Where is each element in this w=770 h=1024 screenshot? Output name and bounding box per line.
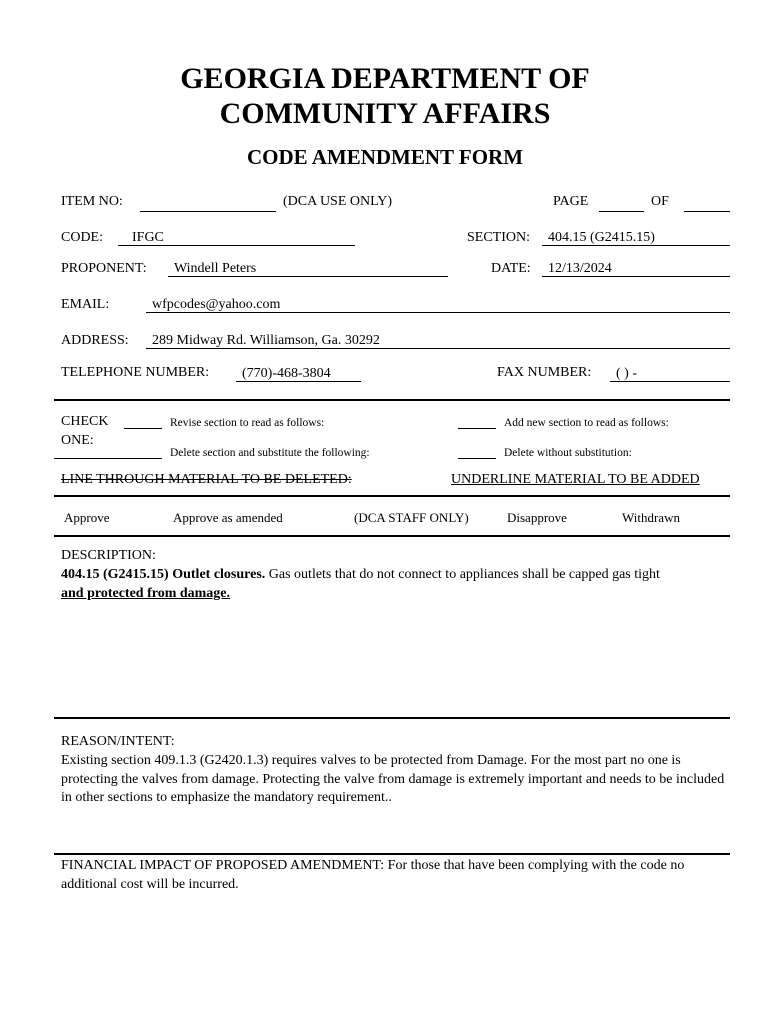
proponent-field[interactable]: Windell Peters	[168, 261, 448, 277]
section-label: SECTION:	[467, 230, 530, 245]
description-added-text: and protected from damage.	[61, 585, 231, 601]
form-title-line1: GEORGIA DEPARTMENT OF	[180, 62, 590, 95]
item-no-label: ITEM NO:	[61, 194, 123, 209]
deleted-material-legend: LINE THROUGH MATERIAL TO BE DELETED:	[61, 472, 352, 487]
reason-label: REASON/INTENT:	[61, 734, 175, 749]
financial-impact-text: FINANCIAL IMPACT OF PROPOSED AMENDMENT: For those that have been complying with the code no additional cost will be incurred.	[61, 858, 685, 892]
approve-as-amended-option[interactable]: Approve as amended	[173, 510, 283, 525]
code-field[interactable]: IFGC	[118, 230, 355, 246]
section-divider	[54, 853, 730, 855]
code-label: CODE:	[61, 230, 103, 245]
description-label: DESCRIPTION:	[61, 548, 156, 563]
telephone-field[interactable]: (770)-468-3804	[236, 366, 361, 382]
date-field[interactable]: 12/13/2024	[542, 261, 730, 277]
check-one-label-line2: ONE:	[61, 433, 94, 448]
fax-label: FAX NUMBER:	[497, 365, 592, 380]
proponent-label: PROPONENT:	[61, 261, 147, 276]
form-title-line2: COMMUNITY AFFAIRS	[219, 97, 551, 130]
section-divider	[54, 495, 730, 497]
delete-substitute-checkbox[interactable]	[124, 458, 162, 459]
check-one-underline	[54, 458, 134, 459]
disapprove-option[interactable]: Disapprove	[507, 510, 567, 525]
add-new-checkbox[interactable]	[458, 428, 496, 429]
check-one-label-line1: CHECK	[61, 414, 109, 429]
description-text	[61, 566, 725, 603]
reason-text: Existing section 409.1.3 (G2420.1.3) requires valves to be protected from Damage. For the most part no one is protecting the valves from damage. Protecting the valve from damage is extremely important and needs to be included in other sections to emphasize the mandatory requirement..	[61, 753, 725, 805]
delete-without-option-label: Delete without substitution:	[504, 447, 632, 459]
add-new-option-label: Add new section to read as follows:	[504, 417, 669, 429]
description-bold-lead: 404.15 (G2415.15) Outlet closures.	[61, 567, 266, 582]
of-field[interactable]	[684, 196, 730, 212]
fax-field[interactable]: ( ) -	[610, 366, 730, 382]
revise-option-label: Revise section to read as follows:	[170, 417, 325, 429]
revise-checkbox[interactable]	[124, 428, 162, 429]
delete-without-checkbox[interactable]	[458, 458, 496, 459]
description-body: Gas outlets that do not connect to appliances shall be capped gas tight	[265, 567, 660, 582]
dca-staff-only-note: (DCA STAFF ONLY)	[354, 510, 469, 525]
email-label: EMAIL:	[61, 297, 110, 312]
page-label: PAGE	[553, 194, 589, 209]
approve-option[interactable]: Approve	[64, 510, 110, 525]
item-no-field[interactable]	[140, 196, 276, 212]
section-field[interactable]: 404.15 (G2415.15)	[542, 230, 730, 246]
form-subtitle: CODE AMENDMENT FORM	[246, 145, 524, 169]
dca-use-only-note: (DCA USE ONLY)	[283, 194, 393, 209]
added-material-legend: UNDERLINE MATERIAL TO BE ADDED	[451, 472, 700, 487]
email-field[interactable]: wfpcodes@yahoo.com	[146, 297, 730, 313]
telephone-label: TELEPHONE NUMBER:	[61, 365, 210, 380]
section-divider	[54, 717, 730, 719]
delete-substitute-option-label: Delete section and substitute the following:	[170, 447, 370, 459]
page-field[interactable]	[599, 196, 644, 212]
address-label: ADDRESS:	[61, 333, 129, 348]
section-divider	[54, 535, 730, 537]
address-field[interactable]: 289 Midway Rd. Williamson, Ga. 30292	[146, 333, 730, 349]
section-divider	[54, 399, 730, 401]
withdrawn-option[interactable]: Withdrawn	[622, 510, 680, 525]
date-label: DATE:	[491, 261, 531, 276]
of-label: OF	[651, 194, 669, 209]
